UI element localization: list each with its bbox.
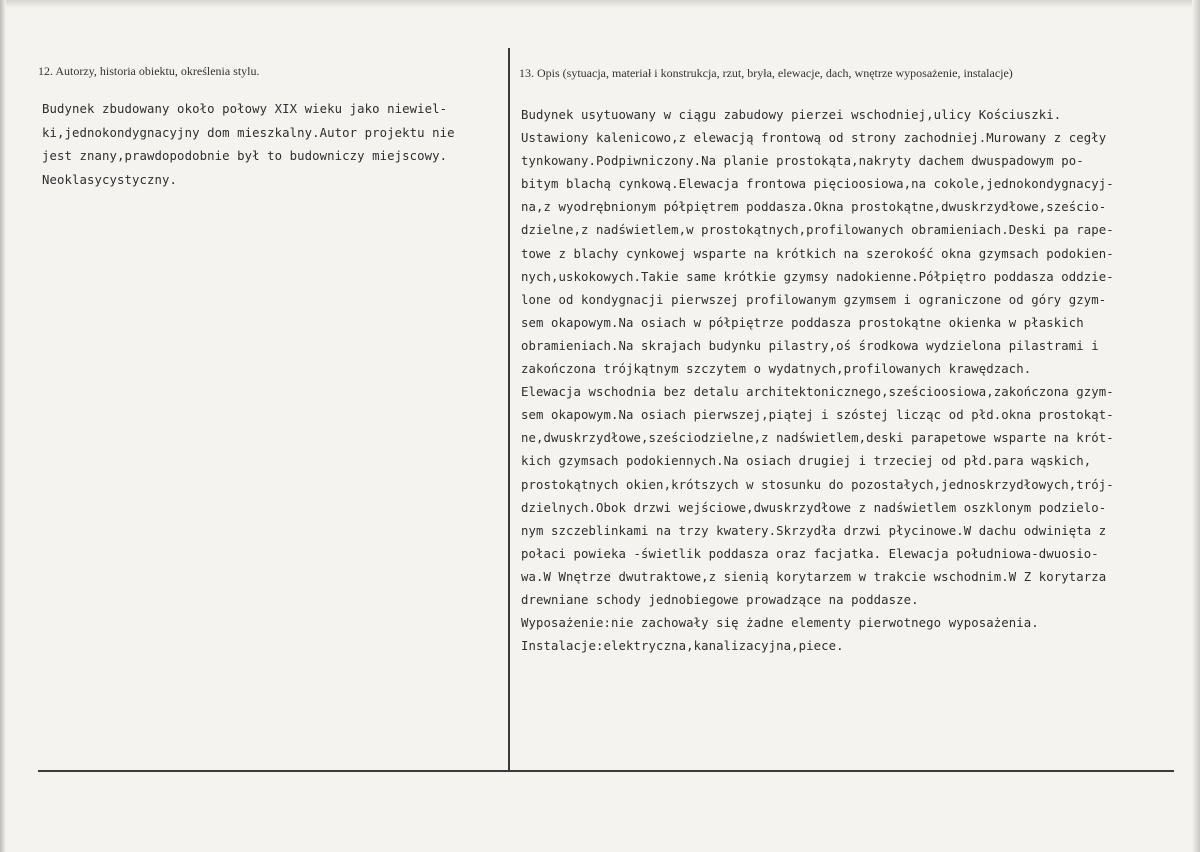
text-line: Instalacje:elektryczna,kanalizacyjna,piece. <box>521 639 844 654</box>
text-line: lone od kondygnacji pierwszej profilowanym gzymsem i ograniczone od góry gzym- <box>521 292 1107 307</box>
paper-right-edge <box>1192 0 1200 852</box>
text-line: Wyposażenie:nie zachowały się żadne elementy pierwotnego wyposażenia. <box>521 616 1039 631</box>
text-line: Budynek zbudowany około połowy XIX wieku jako niewiel- <box>42 102 448 116</box>
section-13-text <box>521 104 1114 658</box>
text-line: tynkowany.Podpiwniczony.Na planie prostokąta,nakryty dachem dwuspadowym po- <box>521 154 1084 169</box>
text-line: nych,uskokowych.Takie same krótkie gzymsy nadokienne.Półpiętro poddasza oddzie- <box>521 269 1114 284</box>
text-line: prostokątnych okien,krótszych w stosunku do pozostałych,jednoskrzydłowych,trój- <box>521 477 1114 492</box>
text-line: Ustawiony kalenicowo,z elewacją frontową od strony zachodniej.Murowany z cegły <box>521 131 1107 146</box>
text-line: dzielnych.Obok drzwi wejściowe,dwuskrzydłowe z nadświetlem oszklonym podzielo- <box>521 500 1107 515</box>
text-line: kich gzymsach podokiennych.Na osiach drugiej i trzeciej od płd.para wąskich, <box>521 454 1092 469</box>
text-line: obramieniach.Na skrajach budynku pilastry,oś środkowa wydzielona pilastrami i <box>521 338 1099 353</box>
text-line: sem okapowym.Na osiach w półpiętrze poddasza prostokątne okienka w płaskich <box>521 315 1084 330</box>
text-line: nym szczeblinkami na trzy kwatery.Skrzydła drzwi płycinowe.W dachu odwinięta z <box>521 523 1107 538</box>
text-line: towe z blachy cynkowej wsparte na krótkich na szerokość okna gzymsach podokien- <box>521 246 1114 261</box>
text-line: Neoklasycystyczny. <box>42 172 178 187</box>
column-divider <box>508 48 510 770</box>
text-line: Budynek usytuowany w ciągu zabudowy pierzei wschodniej,ulicy Kościuszki. <box>521 108 1062 122</box>
text-line: drewniane schody jednobiegowe prowadzące na poddasze. <box>521 592 919 607</box>
text-line: połaci powieka -świetlik poddasza oraz facjatka. Elewacja południowa-dwuosio- <box>521 546 1099 561</box>
paper-top-edge <box>0 0 1200 8</box>
text-line: dzielne,z nadświetlem,w prostokątnych,profilowanych obramieniach.Deski pa rape- <box>521 223 1114 238</box>
section-13-label: 13. Opis (sytuacja, materiał i konstrukcja, rzut, bryła, elewacje, dach, wnętrze wyposażenie, instalacje) <box>519 66 1013 80</box>
bottom-rule <box>38 770 1174 772</box>
text-line: bitym blachą cynkową.Elewacja frontowa pięcioosiowa,na cokole,jednokondygnacyj- <box>521 177 1114 192</box>
text-line: sem okapowym.Na osiach pierwszej,piątej i szóstej licząc od płd.okna prostokąt- <box>521 408 1114 423</box>
text-line: wa.W Wnętrze dwutraktowe,z sienią korytarzem w trakcie wschodnim.W Z korytarza <box>521 569 1107 584</box>
text-line: zakończona trójkątnym szczytem o wydatnych,profilowanych krawędzach. <box>521 362 1032 377</box>
text-line: ne,dwuskrzydłowe,sześciodzielne,z nadświetlem,deski parapetowe wsparte na krót- <box>521 431 1114 446</box>
paper-left-edge <box>0 0 6 852</box>
section-12-text <box>42 98 455 192</box>
text-line: jest znany,prawdopodobnie był to budowniczy miejscowy. <box>42 149 448 163</box>
section-12-label: 12. Autorzy, historia obiektu, określenia stylu. <box>38 64 260 78</box>
text-line: na,z wyodrębnionym półpiętrem poddasza.Okna prostokątne,dwuskrzydłowe,sześcio- <box>521 200 1107 215</box>
text-line: ki,jednokondygnacyjny dom mieszkalny.Autor projektu nie <box>42 125 455 140</box>
text-line: Elewacja wschodnia bez detalu architektonicznego,sześcioosiowa,zakończona gzym- <box>521 385 1114 400</box>
